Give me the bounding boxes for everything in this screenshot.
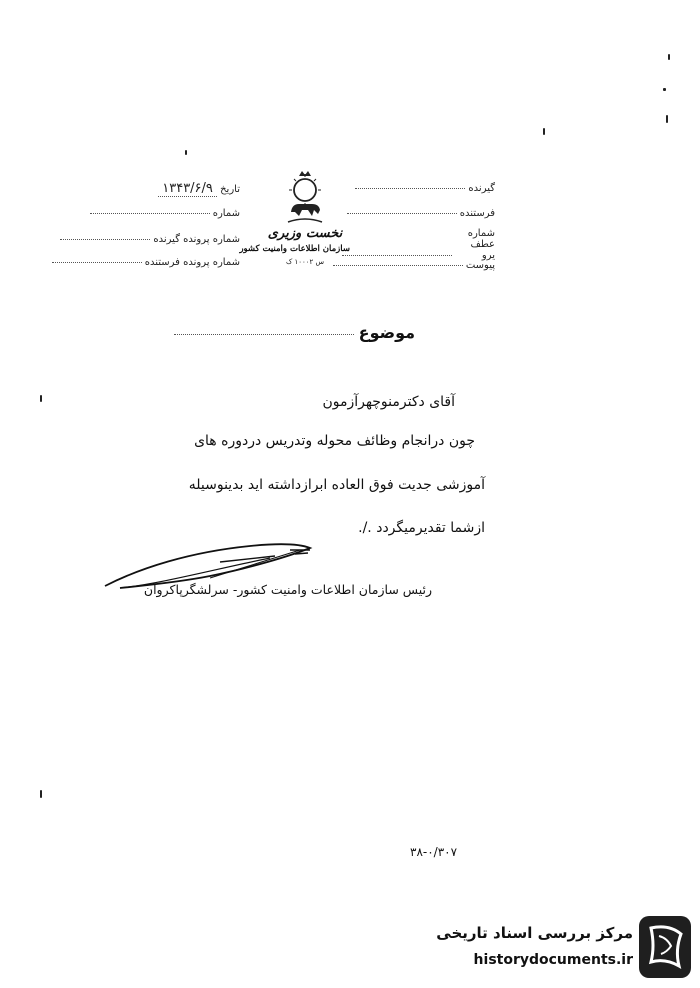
- subject-row: [174, 323, 415, 342]
- date-row: [158, 181, 240, 196]
- watermark-center-name: مرکز بررسی اسناد تاریخی: [436, 924, 633, 942]
- attachment-label: پیوست: [465, 260, 495, 271]
- dotted-line: [347, 212, 457, 214]
- scan-mark: [185, 150, 187, 155]
- date-label: تاریخ: [220, 184, 240, 195]
- letterhead: [239, 168, 350, 290]
- body-line: چون درانجام وظائف محوله وتدریس دردوره های: [194, 433, 475, 449]
- watermark-website: historydocuments.ir: [473, 952, 633, 968]
- number-label: شماره: [212, 208, 240, 219]
- sender-file-label: شماره پرونده فرستنده: [144, 257, 240, 268]
- scan-mark: [543, 128, 545, 135]
- watermark-logo: [639, 916, 691, 978]
- lion-and-sun-emblem-icon: [282, 168, 328, 226]
- dotted-line: [342, 254, 452, 256]
- number-row: [90, 208, 240, 219]
- scan-mark: [666, 115, 668, 123]
- signatory-title: رئیس سازمان اطلاعات وامنیت کشور- سرلشگرپاکروان: [143, 582, 432, 597]
- salutation: آقای دکترمنوچهرآزمون: [322, 394, 455, 410]
- receiver-file-label: شماره پرونده گیرنده: [153, 234, 240, 245]
- recipient-row: [355, 183, 495, 194]
- dotted-line: [333, 264, 463, 266]
- reference-number-label: شماره عطف یرو: [467, 228, 495, 261]
- dotted-line: [90, 212, 210, 214]
- sender-label: فرستنده: [459, 208, 495, 219]
- date-value: ۱۳۴۳/۶/۹: [158, 181, 217, 197]
- scan-mark: [40, 395, 42, 402]
- ministry-title: نخست وزیری: [267, 226, 343, 241]
- sender-row: [347, 208, 495, 219]
- scan-mark: [668, 54, 670, 60]
- body-line: آموزشی جدیت فوق العاده ابرازداشته اید بدینوسیله: [188, 477, 485, 493]
- reference-row: [342, 228, 495, 261]
- book-leaf-logo-icon: [639, 916, 691, 978]
- watermark-footer: [400, 910, 695, 984]
- dotted-line: [60, 238, 150, 240]
- dotted-line: [52, 261, 142, 263]
- dotted-line: [355, 187, 465, 189]
- subject-label: موضوع: [358, 323, 415, 342]
- sender-file-row: [52, 257, 240, 268]
- attachment-row: [333, 260, 495, 271]
- dotted-line: [174, 333, 354, 335]
- body-line: ازشما تقدیرمیگردد ./.: [358, 520, 485, 536]
- organization-name: سازمان اطلاعات وامنیت کشور: [239, 244, 350, 254]
- receiver-file-row: [60, 234, 240, 245]
- archive-code: ۳۸-۰/۳۰۷: [410, 845, 458, 859]
- scan-mark: [663, 88, 666, 91]
- scan-mark: [40, 790, 42, 798]
- form-code: س ۱۰۰۰۲ ک: [285, 258, 325, 266]
- recipient-label: گیرنده: [468, 183, 495, 194]
